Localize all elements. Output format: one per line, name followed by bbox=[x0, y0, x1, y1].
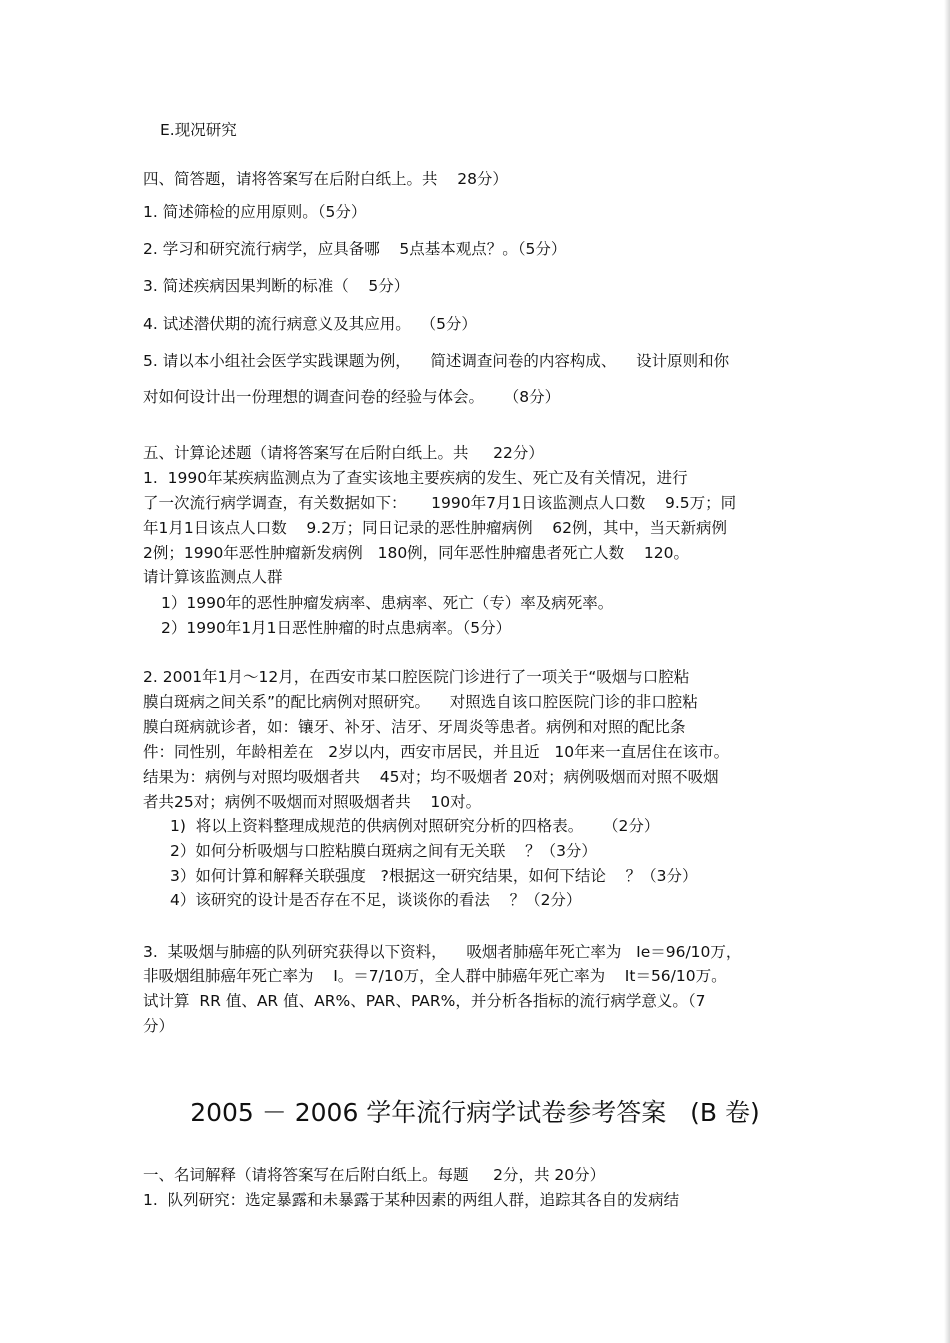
question-5-3-line-4: 分） bbox=[143, 1017, 175, 1035]
question-5-2-line-3: 膜白斑病就诊者，如：镶牙、补牙、洁牙、牙周炎等患者。病例和对照的配比条 bbox=[143, 718, 686, 736]
question-4-2: 2. 学习和研究流行病学，应具备哪 5点基本观点？。（5分） bbox=[143, 240, 567, 258]
question-4-4: 4. 试述潜伏期的流行病意义及其应用。 （5分） bbox=[143, 315, 477, 333]
question-5-1-line-1: 1. 1990年某疾病监测点为了查实该地主要疾病的发生、死亡及有关情况，进行 bbox=[143, 469, 688, 487]
section-4-heading: 四、简答题，请将答案写在后附白纸上。共 28分） bbox=[143, 170, 508, 188]
question-4-1: 1. 简述筛检的应用原则。（5分） bbox=[143, 203, 367, 221]
section-5-heading: 五、计算论述题（请将答案写在后附白纸上。共 22分） bbox=[143, 444, 544, 462]
question-5-2-sub-1: 1) 将以上资料整理成规范的供病例对照研究分析的四格表。 （2分） bbox=[170, 817, 660, 835]
answer-1-1: 1. 队列研究：选定暴露和未暴露于某种因素的两组人群，追踪其各自的发病结 bbox=[143, 1191, 680, 1209]
answer-key-title: 2005 － 2006 学年流行病学试卷参考答案 (B 卷) bbox=[190, 1098, 760, 1127]
question-5-2-sub-2: 2）如何分析吸烟与口腔粘膜白斑病之间有无关联 ？（3分） bbox=[170, 842, 597, 860]
question-5-2-line-5: 结果为：病例与对照均吸烟者共 45对；均不吸烟者 20对；病例吸烟而对照不吸烟 bbox=[143, 768, 719, 786]
question-5-1-sub-1: 1）1990年的恶性肿瘤发病率、患病率、死亡（专）率及病死率。 bbox=[161, 594, 614, 612]
question-5-2-line-6: 者共25对；病例不吸烟而对照吸烟者共 10对。 bbox=[143, 793, 482, 811]
question-5-2-line-1: 2. 2001年1月～12月，在西安市某口腔医院门诊进行了一项关于“吸烟与口腔粘 bbox=[143, 668, 690, 686]
question-5-1-line-3: 年1月1日该点人口数 9.2万；同日记录的恶性肿瘤病例 62例，其中，当天新病例 bbox=[143, 519, 728, 537]
question-4-5-line-1: 5. 请以本小组社会医学实践课题为例， 简述调查问卷的内容构成、 设计原则和你 bbox=[143, 352, 730, 370]
question-5-3-line-2: 非吸烟组肺癌年死亡率为 I。＝7/10万，全人群中肺癌年死亡率为 It＝56/10万。 bbox=[143, 967, 727, 985]
answer-section-1-heading: 一、名词解释（请将答案写在后附白纸上。每题 2分，共 20分） bbox=[143, 1166, 606, 1184]
question-5-1-line-5: 请计算该监测点人群 bbox=[143, 568, 283, 586]
option-e: E.现况研究 bbox=[160, 121, 237, 139]
question-5-2-line-2: 膜白斑病之间关系”的配比病例对照研究。 对照选自该口腔医院门诊的非口腔粘 bbox=[143, 693, 698, 711]
question-4-3: 3. 简述疾病因果判断的标准（ 5分） bbox=[143, 277, 410, 295]
page-edge-shadow bbox=[944, 0, 950, 1343]
question-4-5-line-2: 对如何设计出一份理想的调查问卷的经验与体会。 （8分） bbox=[143, 388, 561, 406]
question-5-1-sub-2: 2）1990年1月1日恶性肿瘤的时点患病率。（5分） bbox=[161, 619, 512, 637]
question-5-2-line-4: 件：同性别，年龄相差在 2岁以内，西安市居民，并且近 10年来一直居住在该市。 bbox=[143, 743, 730, 761]
question-5-1-line-4: 2例；1990年恶性肿瘤新发病例 180例，同年恶性肿瘤患者死亡人数 120。 bbox=[143, 544, 689, 562]
question-5-3-line-1: 3. 某吸烟与肺癌的队列研究获得以下资料， 吸烟者肺癌年死亡率为 Ie＝96/10万， bbox=[143, 943, 742, 961]
question-5-2-sub-3: 3）如何计算和解释关联强度 ?根据这一研究结果，如何下结论 ？（3分） bbox=[170, 867, 698, 885]
question-5-3-line-3: 试计算 RR 值、AR 值、AR%、PAR、PAR%，并分析各指标的流行病学意义。（7 bbox=[143, 992, 706, 1010]
question-5-1-line-2: 了一次流行病学调查，有关数据如下： 1990年7月1日该监测点人口数 9.5万；同 bbox=[143, 494, 737, 512]
question-5-2-sub-4: 4）该研究的设计是否存在不足，谈谈你的看法 ？（2分） bbox=[170, 891, 582, 909]
